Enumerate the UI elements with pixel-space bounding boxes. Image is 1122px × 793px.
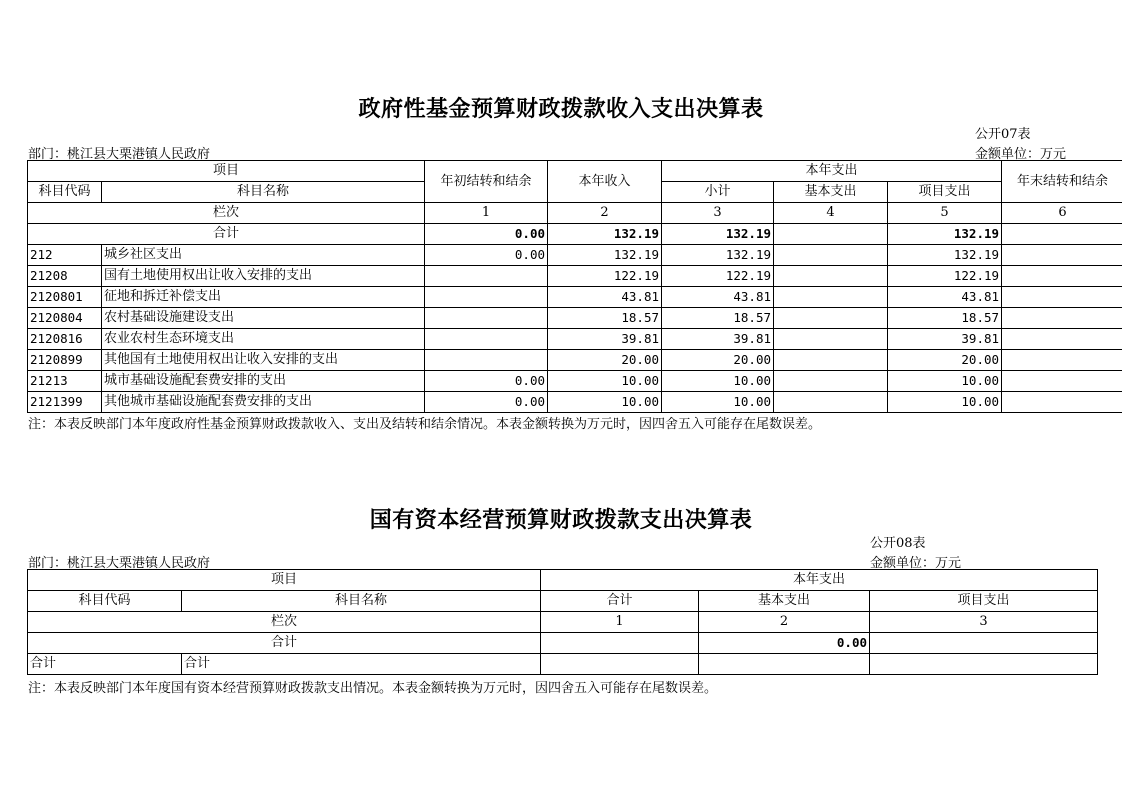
table-row [28, 329, 1122, 350]
subtotal-cell: 18.57 [662, 308, 774, 329]
closing-balance-cell [1002, 371, 1122, 392]
subject-code-cell: 合计 [28, 654, 182, 675]
basic-expense-cell [699, 654, 870, 675]
project-expense-cell: 18.57 [888, 308, 1002, 329]
index-label: 栏次 [28, 612, 541, 633]
header-basic-expense: 基本支出 [774, 182, 888, 203]
subject-code-cell: 2120804 [28, 308, 102, 329]
header-income: 本年收入 [548, 161, 662, 203]
subtotal-cell: 43.81 [662, 287, 774, 308]
opening-balance-cell [425, 266, 548, 287]
basic-expense-cell [774, 266, 888, 287]
index-num: 5 [888, 203, 1002, 224]
subject-code-cell: 212 [28, 245, 102, 266]
table-row [28, 245, 1122, 266]
income-cell: 10.00 [548, 392, 662, 413]
subject-name-cell: 征地和拆迁补偿支出 [102, 287, 425, 308]
total-income: 132.19 [548, 224, 662, 245]
subject-name-cell: 农村基础设施建设支出 [102, 308, 425, 329]
income-cell: 10.00 [548, 371, 662, 392]
subject-name-cell: 合计 [182, 654, 541, 675]
project-expense-cell: 132.19 [888, 245, 1002, 266]
government-fund-table [27, 160, 1122, 413]
table2-note: 注：本表反映部门本年度国有资本经营预算财政拨款支出情况。本表金额转换为万元时，因四舍五入可能存在尾数误差。 [28, 681, 718, 696]
basic-expense-cell [774, 350, 888, 371]
table1-department: 部门：桃江县大栗港镇人民政府 [28, 147, 211, 162]
subject-name-cell: 城乡社区支出 [102, 245, 425, 266]
header-item: 项目 [28, 570, 541, 591]
index-num: 4 [774, 203, 888, 224]
header-basic-expense: 基本支出 [699, 591, 870, 612]
table-row [28, 350, 1122, 371]
index-num: 6 [1002, 203, 1122, 224]
table1-total-row [28, 224, 1122, 245]
basic-expense-cell [774, 287, 888, 308]
header-project-expense: 项目支出 [888, 182, 1002, 203]
table1-header-row-1 [28, 161, 1122, 182]
table-row [28, 371, 1122, 392]
subject-name-cell: 其他城市基础设施配套费安排的支出 [102, 392, 425, 413]
total-label: 合计 [28, 633, 541, 654]
opening-balance-cell: 0.00 [425, 392, 548, 413]
closing-balance-cell [1002, 308, 1122, 329]
table1-form-code: 公开07表 [975, 127, 1031, 142]
opening-balance-cell [425, 350, 548, 371]
total-project: 132.19 [888, 224, 1002, 245]
table1-index-row [28, 203, 1122, 224]
subtotal-cell: 10.00 [662, 371, 774, 392]
table1-unit: 金额单位：万元 [975, 147, 1067, 162]
subtotal-cell: 10.00 [662, 392, 774, 413]
total-closing [1002, 224, 1122, 245]
table-row [28, 287, 1122, 308]
project-expense-cell [870, 654, 1098, 675]
project-expense-cell: 43.81 [888, 287, 1002, 308]
table1-title: 政府性基金预算财政拨款收入支出决算表 [358, 96, 764, 122]
closing-balance-cell [1002, 350, 1122, 371]
closing-balance-cell [1002, 266, 1122, 287]
header-project-expense: 项目支出 [870, 591, 1098, 612]
income-cell: 39.81 [548, 329, 662, 350]
index-num: 3 [662, 203, 774, 224]
income-cell: 43.81 [548, 287, 662, 308]
table2-header-row-1 [28, 570, 1098, 591]
basic-expense-cell [774, 245, 888, 266]
total-project [870, 633, 1098, 654]
subtotal-cell: 122.19 [662, 266, 774, 287]
index-num: 3 [870, 612, 1098, 633]
closing-balance-cell [1002, 245, 1122, 266]
project-expense-cell: 10.00 [888, 392, 1002, 413]
income-cell: 132.19 [548, 245, 662, 266]
basic-expense-cell [774, 392, 888, 413]
opening-balance-cell [425, 287, 548, 308]
index-num: 2 [548, 203, 662, 224]
table2-header-row-2 [28, 591, 1098, 612]
income-cell: 122.19 [548, 266, 662, 287]
table-row [28, 654, 1098, 675]
subject-code-cell: 2120899 [28, 350, 102, 371]
subject-name-cell: 国有土地使用权出让收入安排的支出 [102, 266, 425, 287]
subject-code-cell: 2120801 [28, 287, 102, 308]
project-expense-cell: 39.81 [888, 329, 1002, 350]
closing-balance-cell [1002, 329, 1122, 350]
header-opening-balance: 年初结转和结余 [425, 161, 548, 203]
index-num: 1 [541, 612, 699, 633]
header-subtotal: 小计 [662, 182, 774, 203]
index-label: 栏次 [28, 203, 425, 224]
header-code: 科目代码 [28, 182, 102, 203]
table2-title: 国有资本经营预算财政拨款支出决算表 [369, 507, 753, 533]
opening-balance-cell [425, 308, 548, 329]
total-opening: 0.00 [425, 224, 548, 245]
project-expense-cell: 122.19 [888, 266, 1002, 287]
closing-balance-cell [1002, 392, 1122, 413]
total-label: 合计 [28, 224, 425, 245]
basic-expense-cell [774, 308, 888, 329]
header-closing-balance: 年末结转和结余 [1002, 161, 1122, 203]
header-item: 项目 [28, 161, 425, 182]
total-cell [541, 654, 699, 675]
subject-code-cell: 2121399 [28, 392, 102, 413]
basic-expense-cell [774, 371, 888, 392]
opening-balance-cell: 0.00 [425, 371, 548, 392]
header-expense-group: 本年支出 [662, 161, 1002, 182]
header-total: 合计 [541, 591, 699, 612]
income-cell: 18.57 [548, 308, 662, 329]
subject-code-cell: 21213 [28, 371, 102, 392]
table2-total-row [28, 633, 1098, 654]
opening-balance-cell: 0.00 [425, 245, 548, 266]
project-expense-cell: 20.00 [888, 350, 1002, 371]
table2-department: 部门：桃江县大栗港镇人民政府 [28, 556, 211, 571]
income-cell: 20.00 [548, 350, 662, 371]
header-name: 科目名称 [102, 182, 425, 203]
subject-code-cell: 2120816 [28, 329, 102, 350]
subtotal-cell: 20.00 [662, 350, 774, 371]
table-row [28, 308, 1122, 329]
table-row [28, 266, 1122, 287]
subtotal-cell: 132.19 [662, 245, 774, 266]
state-capital-table [27, 569, 1098, 675]
basic-expense-cell [774, 329, 888, 350]
header-code: 科目代码 [28, 591, 182, 612]
closing-balance-cell [1002, 287, 1122, 308]
subject-name-cell: 其他国有土地使用权出让收入安排的支出 [102, 350, 425, 371]
total-amount [541, 633, 699, 654]
table2-unit: 金额单位：万元 [870, 556, 962, 571]
subject-name-cell: 城市基础设施配套费安排的支出 [102, 371, 425, 392]
table1-note: 注：本表反映部门本年度政府性基金预算财政拨款收入、支出及结转和结余情况。本表金额转换为万元时，因四舍五入可能存在尾数误差。 [28, 417, 822, 432]
index-num: 2 [699, 612, 870, 633]
table2-index-row [28, 612, 1098, 633]
table-row [28, 392, 1122, 413]
table2-form-code: 公开08表 [870, 536, 926, 551]
subtotal-cell: 39.81 [662, 329, 774, 350]
project-expense-cell: 10.00 [888, 371, 1002, 392]
total-subtotal: 132.19 [662, 224, 774, 245]
index-num: 1 [425, 203, 548, 224]
subject-code-cell: 21208 [28, 266, 102, 287]
subject-name-cell: 农业农村生态环境支出 [102, 329, 425, 350]
total-basic: 0.00 [699, 633, 870, 654]
opening-balance-cell [425, 329, 548, 350]
header-name: 科目名称 [182, 591, 541, 612]
header-expense-group: 本年支出 [541, 570, 1098, 591]
total-basic [774, 224, 888, 245]
